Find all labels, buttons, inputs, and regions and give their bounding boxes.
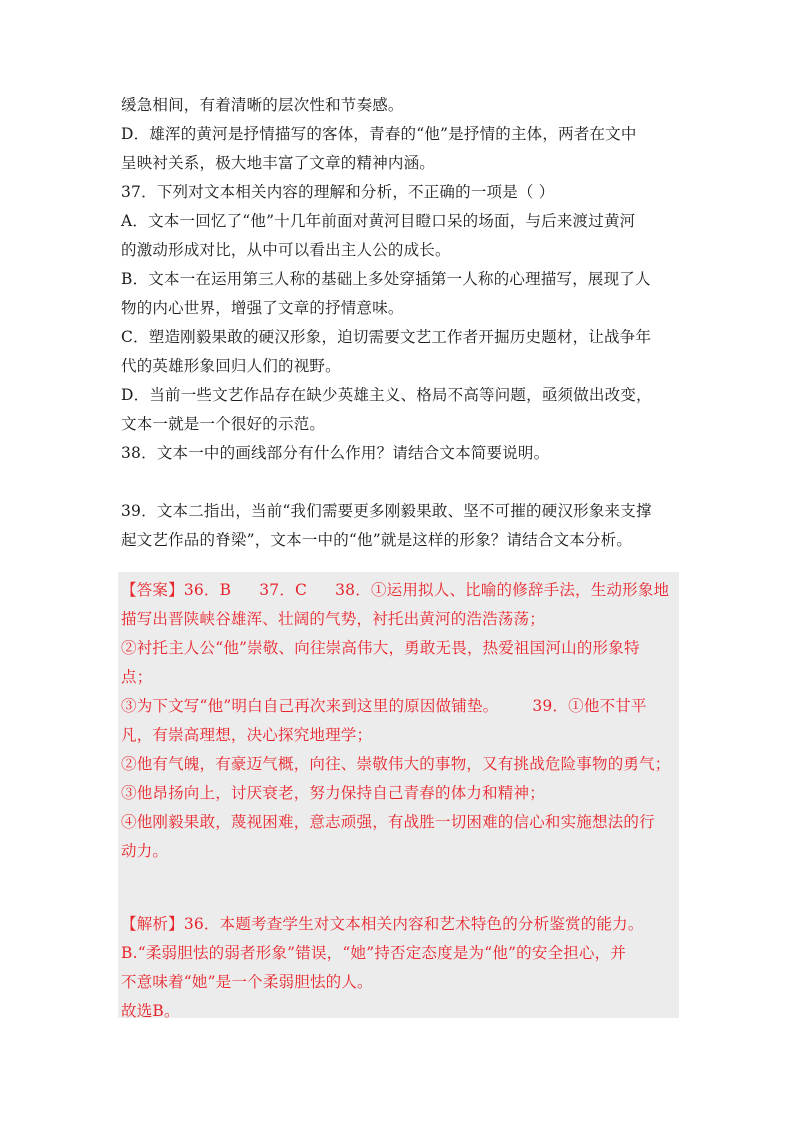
option-d: D．当前一些文艺作品存在缺少英雄主义、格局不高等问题，亟须做出改变，	[121, 386, 652, 404]
option-c: C．塑造刚毅果敢的硬汉形象，迫切需要文艺工作者开掘历史题材，让战争年	[121, 328, 652, 346]
option-a: A．文本一回忆了“他”十几年前面对黄河目瞪口呆的场面，与后来渡过黄河	[121, 212, 636, 230]
answer-line: ③他昂扬向上，讨厌衰老，努力保持自己青春的体力和精神；	[121, 784, 545, 802]
answer-line: 凡，有崇高理想，决心探究地理学；	[121, 726, 373, 744]
answer-line: ②衬托主人公“他”崇敬、向往崇高伟大，勇敢无畏，热爱祖国河山的形象特	[121, 639, 640, 657]
option-b-cont: 物的内心世界，增强了文章的抒情意味。	[121, 299, 404, 317]
answer-36: 36．B	[183, 581, 232, 599]
question-line: D．雄浑的黄河是抒情描写的客体，青春的“他”是抒情的主体，两者在文中	[121, 125, 637, 143]
question-line: 呈映衬关系，极大地丰富了文章的精神内涵。	[121, 154, 436, 172]
answer-line: ④他刚毅果敢，蔑视困难，意志顽强，有战胜一切困难的信心和实施想法的行	[121, 813, 655, 831]
question-39-cont: 起文艺作品的脊梁”，文本一中的“他”就是这样的形象？请结合文本分析。	[121, 531, 633, 549]
analysis-line: 不意味着“她”是一个柔弱胆怯的人。	[121, 973, 373, 991]
analysis-line: 故选B。	[121, 1002, 180, 1020]
answer-39-start: 39．①他不甘平	[532, 697, 647, 715]
question-39: 39．文本二指出，当前“我们需要更多刚毅果敢、坚不可摧的硬汉形象来支撑	[121, 502, 652, 520]
option-a-cont: 的激动形成对比，从中可以看出主人公的成长。	[121, 241, 451, 259]
option-c-cont: 代的英雄形象回归人们的视野。	[121, 357, 341, 375]
option-b: B．文本一在运用第三人称的基础上多处穿插第一人称的心理描写，展现了人	[121, 270, 651, 288]
question-line: 缓急相间，有着清晰的层次性和节奏感。	[121, 96, 404, 114]
analysis-line: B.“柔弱胆怯的弱者形象”错误，“她”持否定态度是为“他”的安全担心，并	[121, 944, 627, 962]
answer-37: 37．C	[259, 581, 308, 599]
answer-38-point-3: ③为下文写“他”明白自己再次来到这里的原因做铺垫。	[121, 697, 499, 715]
answer-line: 描写出晋陕峡谷雄浑、壮阔的气势，衬托出黄河的浩浩荡荡；	[121, 610, 545, 628]
answer-line: ②他有气魄，有豪迈气概，向往、崇敬伟大的事物，又有挑战危险事物的勇气；	[121, 755, 671, 773]
question-37-stem: 37．下列对文本相关内容的理解和分析，不正确的一项是（ ）	[121, 183, 555, 201]
answer-38: 38．①运用拟人、比喻的修辞手法，生动形象地	[335, 581, 670, 599]
analysis-label: 【解析】	[121, 915, 184, 933]
question-38: 38．文本一中的画线部分有什么作用？请结合文本简要说明。	[121, 444, 550, 462]
analysis-line-1	[121, 914, 644, 934]
analysis-36: 36．本题考查学生对文本相关内容和艺术特色的分析鉴赏的能力。	[183, 915, 644, 933]
answer-line: 点；	[121, 668, 153, 686]
answer-line: 动力。	[121, 842, 169, 860]
answer-line-5	[121, 696, 647, 716]
answer-line-1	[121, 580, 669, 600]
option-d-cont: 文本一就是一个很好的示范。	[121, 415, 326, 433]
answer-label: 【答案】	[121, 581, 184, 599]
